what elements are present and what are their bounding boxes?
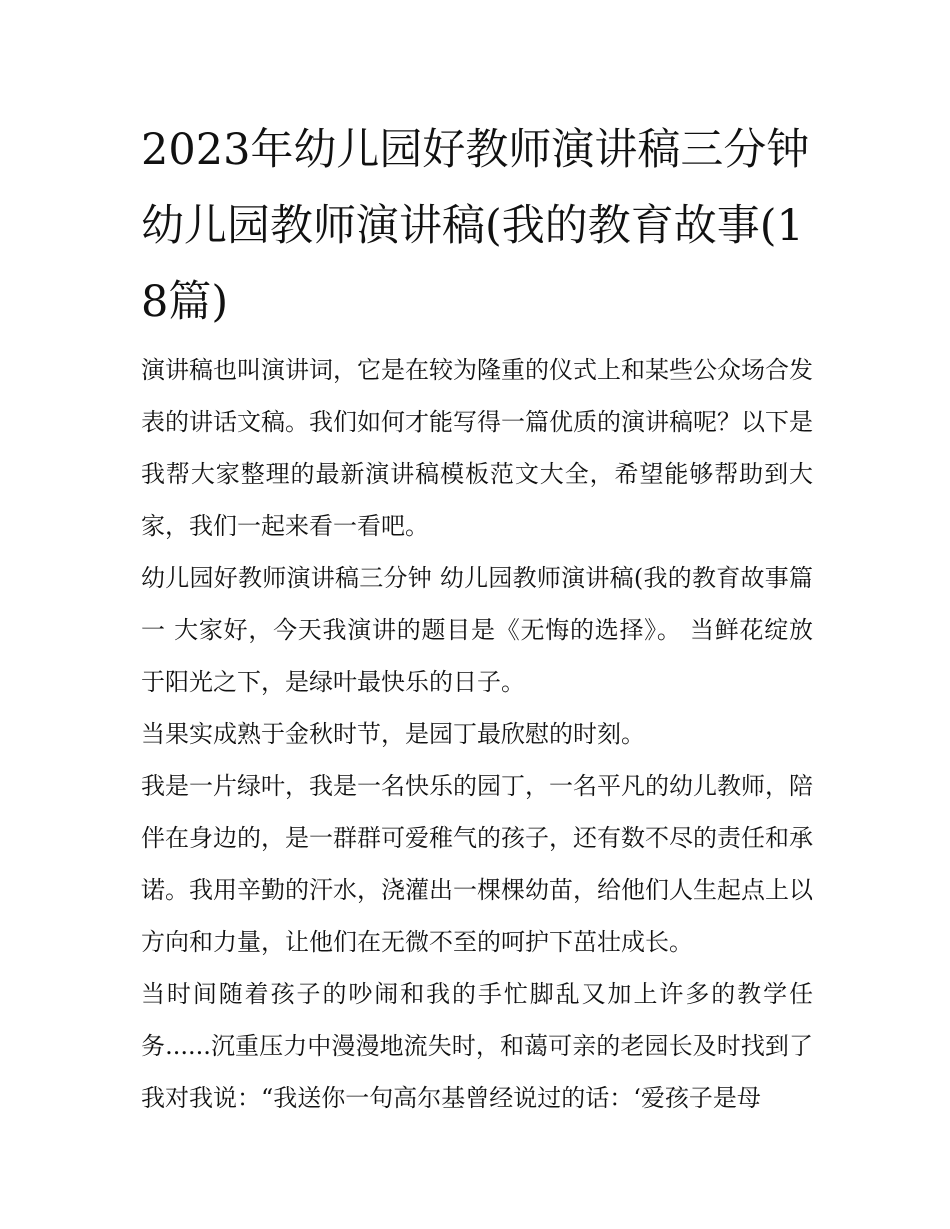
paragraph-intro: 演讲稿也叫演讲词，它是在较为隆重的仪式上和某些公众场合发表的讲话文稿。我们如何才能写得一篇优质的演讲稿呢？以下是我帮大家整理的最新演讲稿模板范文大全，希望能够帮助到大家，我们一起来看一看吧。 [141,356,813,540]
document-title: 2023年幼儿园好教师演讲稿三分钟 幼儿园教师演讲稿(我的教育故事(18篇) [141,125,810,327]
paragraph-green-leaf: 我是一片绿叶，我是一名快乐的园丁，一名平凡的幼儿教师，陪伴在身边的，是一群群可爱稚气的孩子，还有数不尽的责任和承诺。我用辛勤的汗水，浇灌出一棵棵幼苗，给他们人生起点上以方向和力量，让他们在无微不至的呵护下茁壮成长。 [141,772,813,956]
document-content [141,112,813,1124]
paragraph-speech-opening: 幼儿园好教师演讲稿三分钟 幼儿园教师演讲稿(我的教育故事篇一 大家好，今天我演讲的题目是《无悔的选择》。 当鲜花绽放于阳光之下，是绿叶最快乐的日子。 [141,564,813,696]
document-body [141,344,813,1124]
paragraph-principal: 当时间随着孩子的吵闹和我的手忙脚乱又加上许多的教学任务......沉重压力中漫漫地流失时，和蔼可亲的老园长及时找到了我对我说：“我送你一句高尔基曾经说过的话：‘爱孩子是母 [141,980,813,1112]
paragraph-harvest: 当果实成熟于金秋时节，是园丁最欣慰的时刻。 [141,720,645,748]
